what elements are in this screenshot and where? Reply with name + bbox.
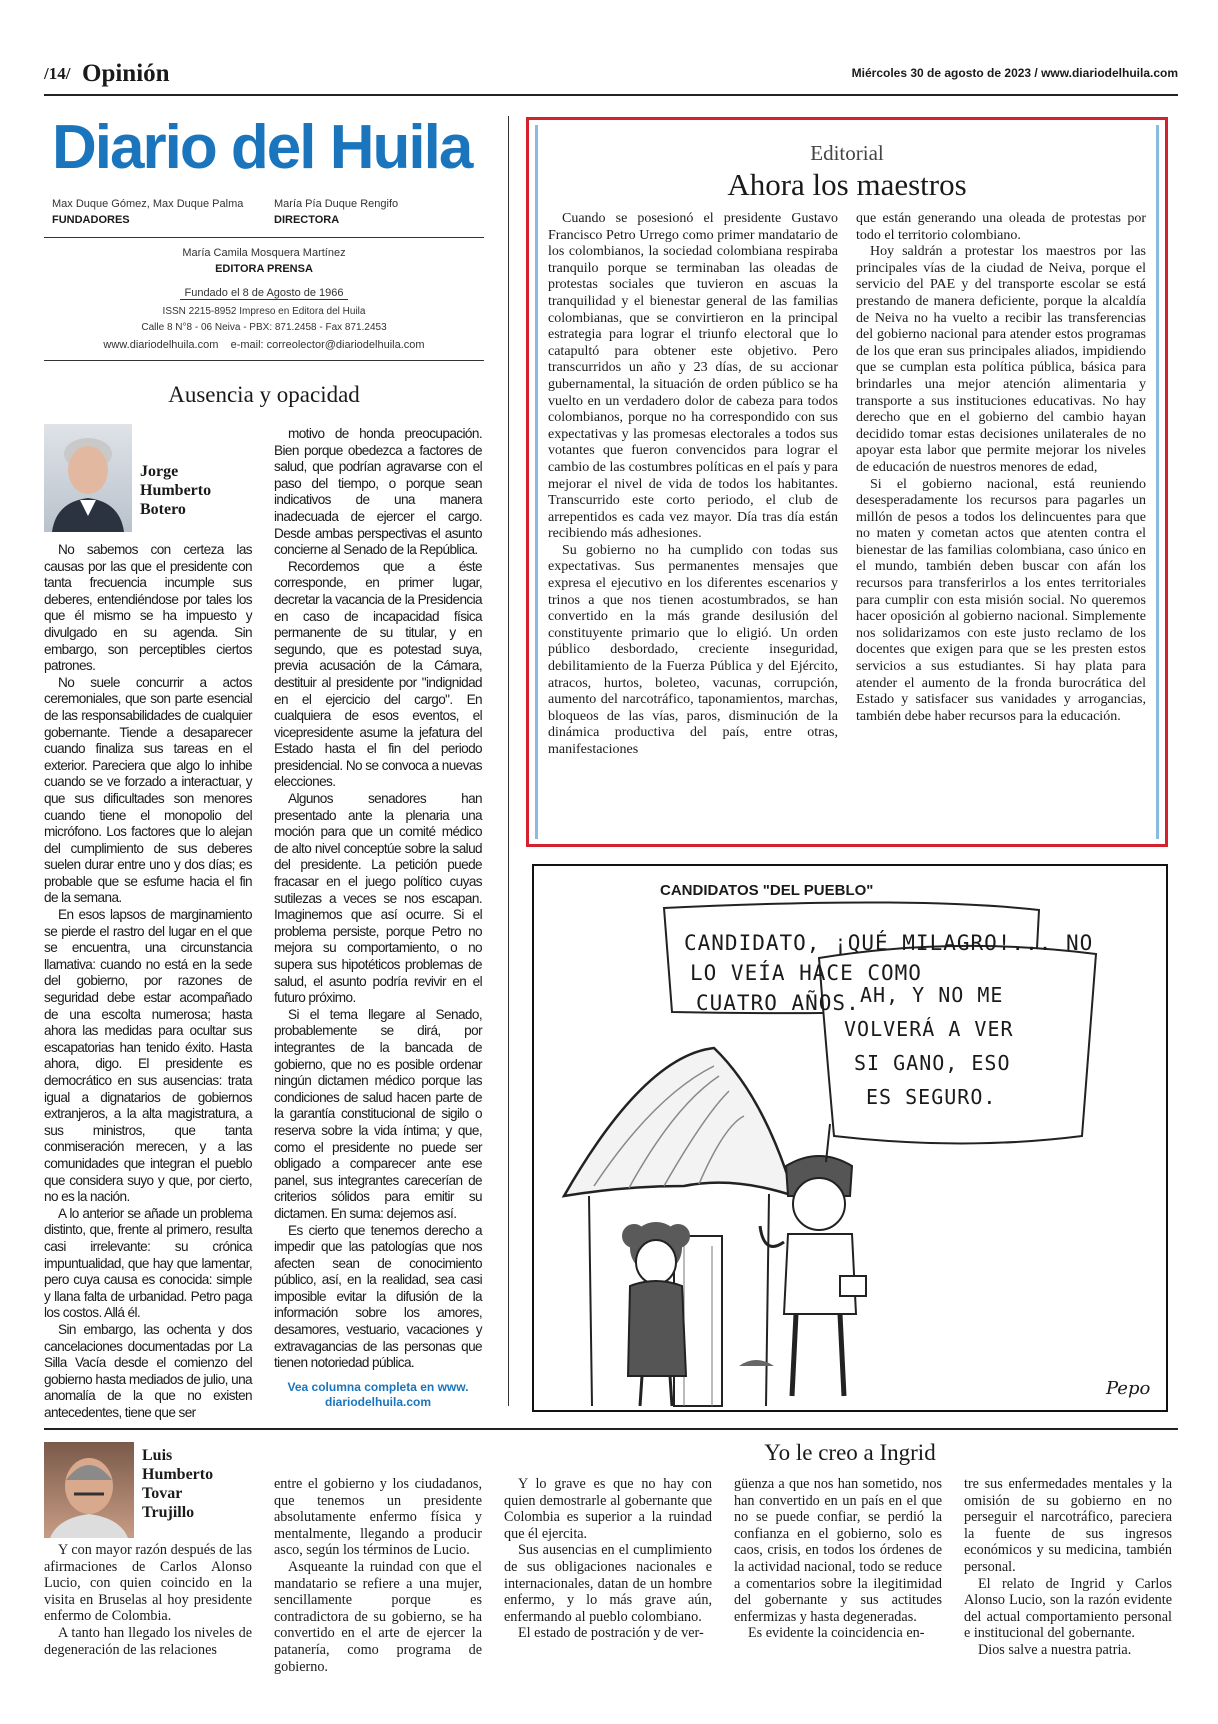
- cartoonist-signature: Pepo: [1106, 1378, 1151, 1399]
- author-name-2: Luis Humberto Tovar Trujillo: [142, 1447, 214, 1521]
- editorial-box: [526, 117, 1168, 847]
- website-email: www.diariodelhuila.com e-mail: correolector@diariodelhuila.com: [103, 339, 425, 351]
- founders-label: FUNDADORES: [52, 214, 130, 226]
- masthead-rule: [44, 237, 484, 238]
- column2-body-1: Y con mayor razón después de las afirmaciones de Carlos Alonso Lucio, con quien coincido en la visita en Bruselas al hoy presidente enfermo de Colombia. A tanto han llegado los niveles de degeneración de las relaciones: [44, 1542, 252, 1658]
- founders-names: Max Duque Gómez, Max Duque Palma: [52, 198, 244, 210]
- page-number: /14/: [44, 64, 71, 83]
- column2-body-5: tre sus enfermedades mentales y la omisión de su gobierno en no perseguir el narcotráfico, pareciera la fuente de sus ingresos económicos y su medicina, también personal. El relato de Ingrid y Carlos Alonso Lucio, son la razón evidente del actual comportamiento personal e institucional del gobernante. Dios salve a nuestra patria.: [964, 1476, 1172, 1658]
- author-name: Jorge Humberto Botero: [140, 463, 212, 518]
- director-name: María Pía Duque Rengifo: [274, 198, 399, 210]
- author-photo-2: [44, 1442, 134, 1538]
- cartoon-title: CANDIDATOS "DEL PUEBLO": [660, 882, 874, 899]
- editorial-title: Ahora los maestros: [727, 167, 967, 202]
- editor-label: EDITORA PRENSA: [215, 263, 313, 275]
- speech-bubble-1: CANDIDATO, ¡QUÉ MILAGRO!... NO LO VEÍA HACE COMO CUATRO AÑOS.: [684, 931, 1094, 1015]
- column2-body-2: entre el gobierno y los ciudadanos, que tenemos un presidente absolutamente enfermo física y mentalmente, llegando a producir asco, según los términos de Lucio. Asqueante la ruindad con que el mandatario se refiere a una mujer, sencillamente porque es contradictora de su gobierno, se ha convertido en el arte de ejercer la patanería, como programa de gobierno.: [274, 1476, 482, 1675]
- editor-name: María Camila Mosquera Martínez: [182, 247, 346, 259]
- speech-bubble-2: AH, Y NO ME VOLVERÁ A VER SI GANO, ESO ES SEGURO.: [844, 983, 1014, 1109]
- column-body-right: motivo de honda preocupación. Bien porque obedezca a factores de salud, que podrían agravarse con el paso del tiempo, o porque sean indicativos de una manera inadecuada de ejercer el cargo. Desde ambas perspectivas el asunto concierne al Senado de la República. Recordemos que a éste corresponde, en primer lugar, decretar la vacancia de la Presidencia en caso de incapacidad física permanente de su titular, y en segundo, que es potestad suya, previa acusación de la Cámara, destituir al presidente por "indignidad en el ejercicio del cargo". En cualquiera de esos eventos, el vicepresidente asume la jefatura del Estado hasta el fin del periodo presidencial. No se convoca a nuevas elecciones. Algunos senadores han presentado ante la plenaria una moción para que un comité médico de alto nivel conceptúe sobre la salud del presidente. La petición puede fracasar en el juego político cuyas sutilezas a veces se nos escapan. Imaginemos que así ocurre. Si el problema persiste, porque Petro no mejora su comportamiento, o no supera sus hipotéticos problemas de salud, el asunto podría revivir en el futuro próximo. Si el tema llegare al Senado, probablemente se dirá, por integrantes de la bancada de gobierno, que no es posible ordenar ningún dictamen médico porque las condiciones de salud hacen parte de la garantía constitucional de sigilo o reserva sobre la vida íntima; y que, como el presidente no puede ser obligado a comparecer ante ese panel, sus integrantes carecerían de criterios sólidos para emitir su dictamen. En suma: dejemos así. Es cierto que tenemos derecho a impedir que las patologías que nos afecten sean de conocimiento público, así, en la realidad, sea casi imposible evitar la difusión de la información sobre los amores, desamores, vestuario, vacaciones y extravagancias de las personas que tienen notoriedad pública.: [274, 426, 482, 1371]
- date-and-website: Miércoles 30 de agosto de 2023 / www.diariodelhuila.com: [851, 66, 1178, 80]
- header-rule: [44, 94, 1178, 96]
- masthead-bottom-rule: [44, 360, 484, 361]
- column-title: Ausencia y opacidad: [168, 382, 360, 407]
- bottom-section-rule: [44, 1428, 1178, 1430]
- column-body-left: No sabemos con certeza las causas por las que el presidente con tanta frecuencia incumple sus deberes, entendiéndose por tales los que él mismo se ha impuesto y divulgado en su agenda. Sin embargo, son perceptibles ciertos patrones. No suele concurrir a actos ceremoniales, que son parte esencial de las responsabilidades de cualquier gobernante. Tiende a desaparecer cuando finaliza sus tareas en el exterior. Pareciera que algo lo inhibe cuando se ve forzado a interactuar, y que sus dificultades son menores cuando tiene el monopolio del micrófono. Los factores que lo alejan del cumplimiento de sus deberes suelen durar entre uno y dos días; es probable que se esfume hacia el fin de la semana. En esos lapsos de marginamiento se pierde el rastro del lugar en el que se encuentra, una circunstancia llamativa: cuando no está en la sede del gobierno, por razones de seguridad debe estar acompañado de una escolta numerosa; hasta ahora las medidas para ocultar sus escapatorias han tenido éxito. Hasta ahora, digo. El presidente es democrático en sus ausencias: trata igual a dignatarios de gobiernos extranjeros, a la alta magistratura, a sus ministros, que tanta conmiseración merecen, y a las comunidades que integran el pueblo que considera suyo y que, por cierto, no es la nación. A lo anterior se añade un problema distinto, que, frente al primero, resulta casi irrelevante: su crónica impuntualidad, que hay que lamentar, pero cuya causa es conocida: simple y llana falta de urbanidad. Petro paga los costos. Allá él. Sin embargo, las ochenta y dos cancelaciones documentadas por La Silla Vacía desde el comienzo del gobierno hasta mediados de julio, una anomalía de la que no existen antecedentes, tiene que ser: [44, 542, 252, 1420]
- editorial-body-left: Cuando se posesionó el presidente Gustavo Francisco Petro Urrego como primer mandatario de los colombianos, la sociedad colombiana respiraba tranquilo porque se terminaban las oleadas de protestas sociales que tuvieron en ascuas la tranquilidad y el bienestar general de las familias colombianas, que se convirtieron en la principal estrategia para lograr el triunfo electoral que lo catapultó para obtener este objetivo. Pero transcurridos un año y 23 días, de su accionar gubernamental, la situación de orden público se ha vuelto en un verdadero dolor de cabeza para todos colombianos, porque no ha correspondido con sus expectativas y las promesas electorales a todos sus votantes que fueron convencidos para lograr el cambio de las costumbres políticas en el país y para mejorar el nivel de vida de todos los habitantes. Transcurrido este corto periodo, el club de arrepentidos es cada vez mayor. Día tras día están recibiendo más adhesiones. Su gobierno no ha cumplido con todas sus expectativas. Sus permanentes mensajes que expresa el ejecutivo en los diferentes escenarios y trinos a que nos tienen acostumbrados, se han convertido en la más grande desilusión del constituyente primario que lo eligió. Un orden público desbordado, creciente inseguridad, debilitamiento de la Fuerza Pública y del Ejército, atracos, hurtos, boleteo, vacunas, corrupción, aumento del narcotráfico, taponamientos, marchas, bloqueos de las vías, paros, disminución de la dinámica productiva del país, entre otras, manifestaciones: [548, 211, 838, 757]
- founded-date: Fundado el 8 de Agosto de 1966: [44, 287, 484, 299]
- column2-body-4: güenza a que nos han sometido, nos han convertido en un país en el que no se puede confiar, se perdió la confianza en el gobierno, solo es caos, crisis, en todos los órdenes de la actividad nacional, todo se reduce a comentarios sobre la ilegitimidad del gobernante y sus actitudes enfermizas y hasta degeneradas. Es evidente la coincidencia en-: [734, 1476, 942, 1642]
- full-column-link[interactable]: Vea columna completa en www. diariodelhuila.com: [287, 1380, 469, 1409]
- address: Calle 8 N°8 - 06 Neiva - PBX: 871.2458 - Fax 871.2453: [141, 322, 387, 333]
- section-title: Opinión: [82, 60, 170, 87]
- column2-body-3: Y lo grave es que no hay con quien demostrarle al gobernante que Colombia es superior a la ruindad que él ejercita. Sus ausencias en el cumplimiento de sus obligaciones nacionales e internacionales, datan de un hombre enfermo, y lo más grave aún, enfermando al pueblo colombiano. El estado de postración y de ver-: [504, 1476, 712, 1642]
- editorial-label: Editorial: [810, 141, 884, 165]
- editorial-body-right: que están generando una oleada de protestas por todo el territorio colombiano. Hoy saldrán a protestar los maestros por las principales vías de la ciudad de Neiva, porque el servicio del PAE y del transporte escolar se está prestando de manera deficiente, porque la alcaldía de Neiva no ha vuelto a recibir las transferencias del gobierno nacional para atender estos programas de los que eran sus principales aliados, impidiendo que se cumplan esta política pública, básica para brindarles una mejor atención alimentaria y transporte a sus instituciones educativas. No hay derecho que en el gobierno del cambio hayan decidido tomar estas decisiones unilaterales de no apoyar esta labor que permite mejorar los niveles de educación de nuestros menores de edad, Si el gobierno nacional, está reuniendo desesperadamente los recursos para pagarles un millón de pesos a todos los delincuentes para que no maten y cometan actos que atenten contra el bienestar de las familias colombiana, caso único en el mundo, también deben buscar con afán los recursos para transferirlos a los entes territoriales para cumplir con esta misión social. No queremos hacer oposición al gobierno nacional. Simplemente nos solidarizamos con este justo reclamo de los docentes que exigen para que se les presten estos servicios a sus estudiantes. Si hay plata para atender el aumento de la fronda burocrática del Estado y satisfacer sus vanidades y arrogancias, también debe haber recursos para la educación.: [856, 211, 1146, 724]
- issn: ISSN 2215-8952 Impreso en Editora del Huila: [162, 306, 366, 317]
- column-separator: [508, 116, 509, 1406]
- author-photo: [44, 424, 132, 532]
- director-label: DIRECTORA: [274, 214, 340, 226]
- column-title-2: Yo le creo a Ingrid: [764, 1440, 936, 1465]
- newspaper-logo: Diario del Huila: [52, 113, 472, 182]
- cartoon-frame: [532, 864, 1168, 1412]
